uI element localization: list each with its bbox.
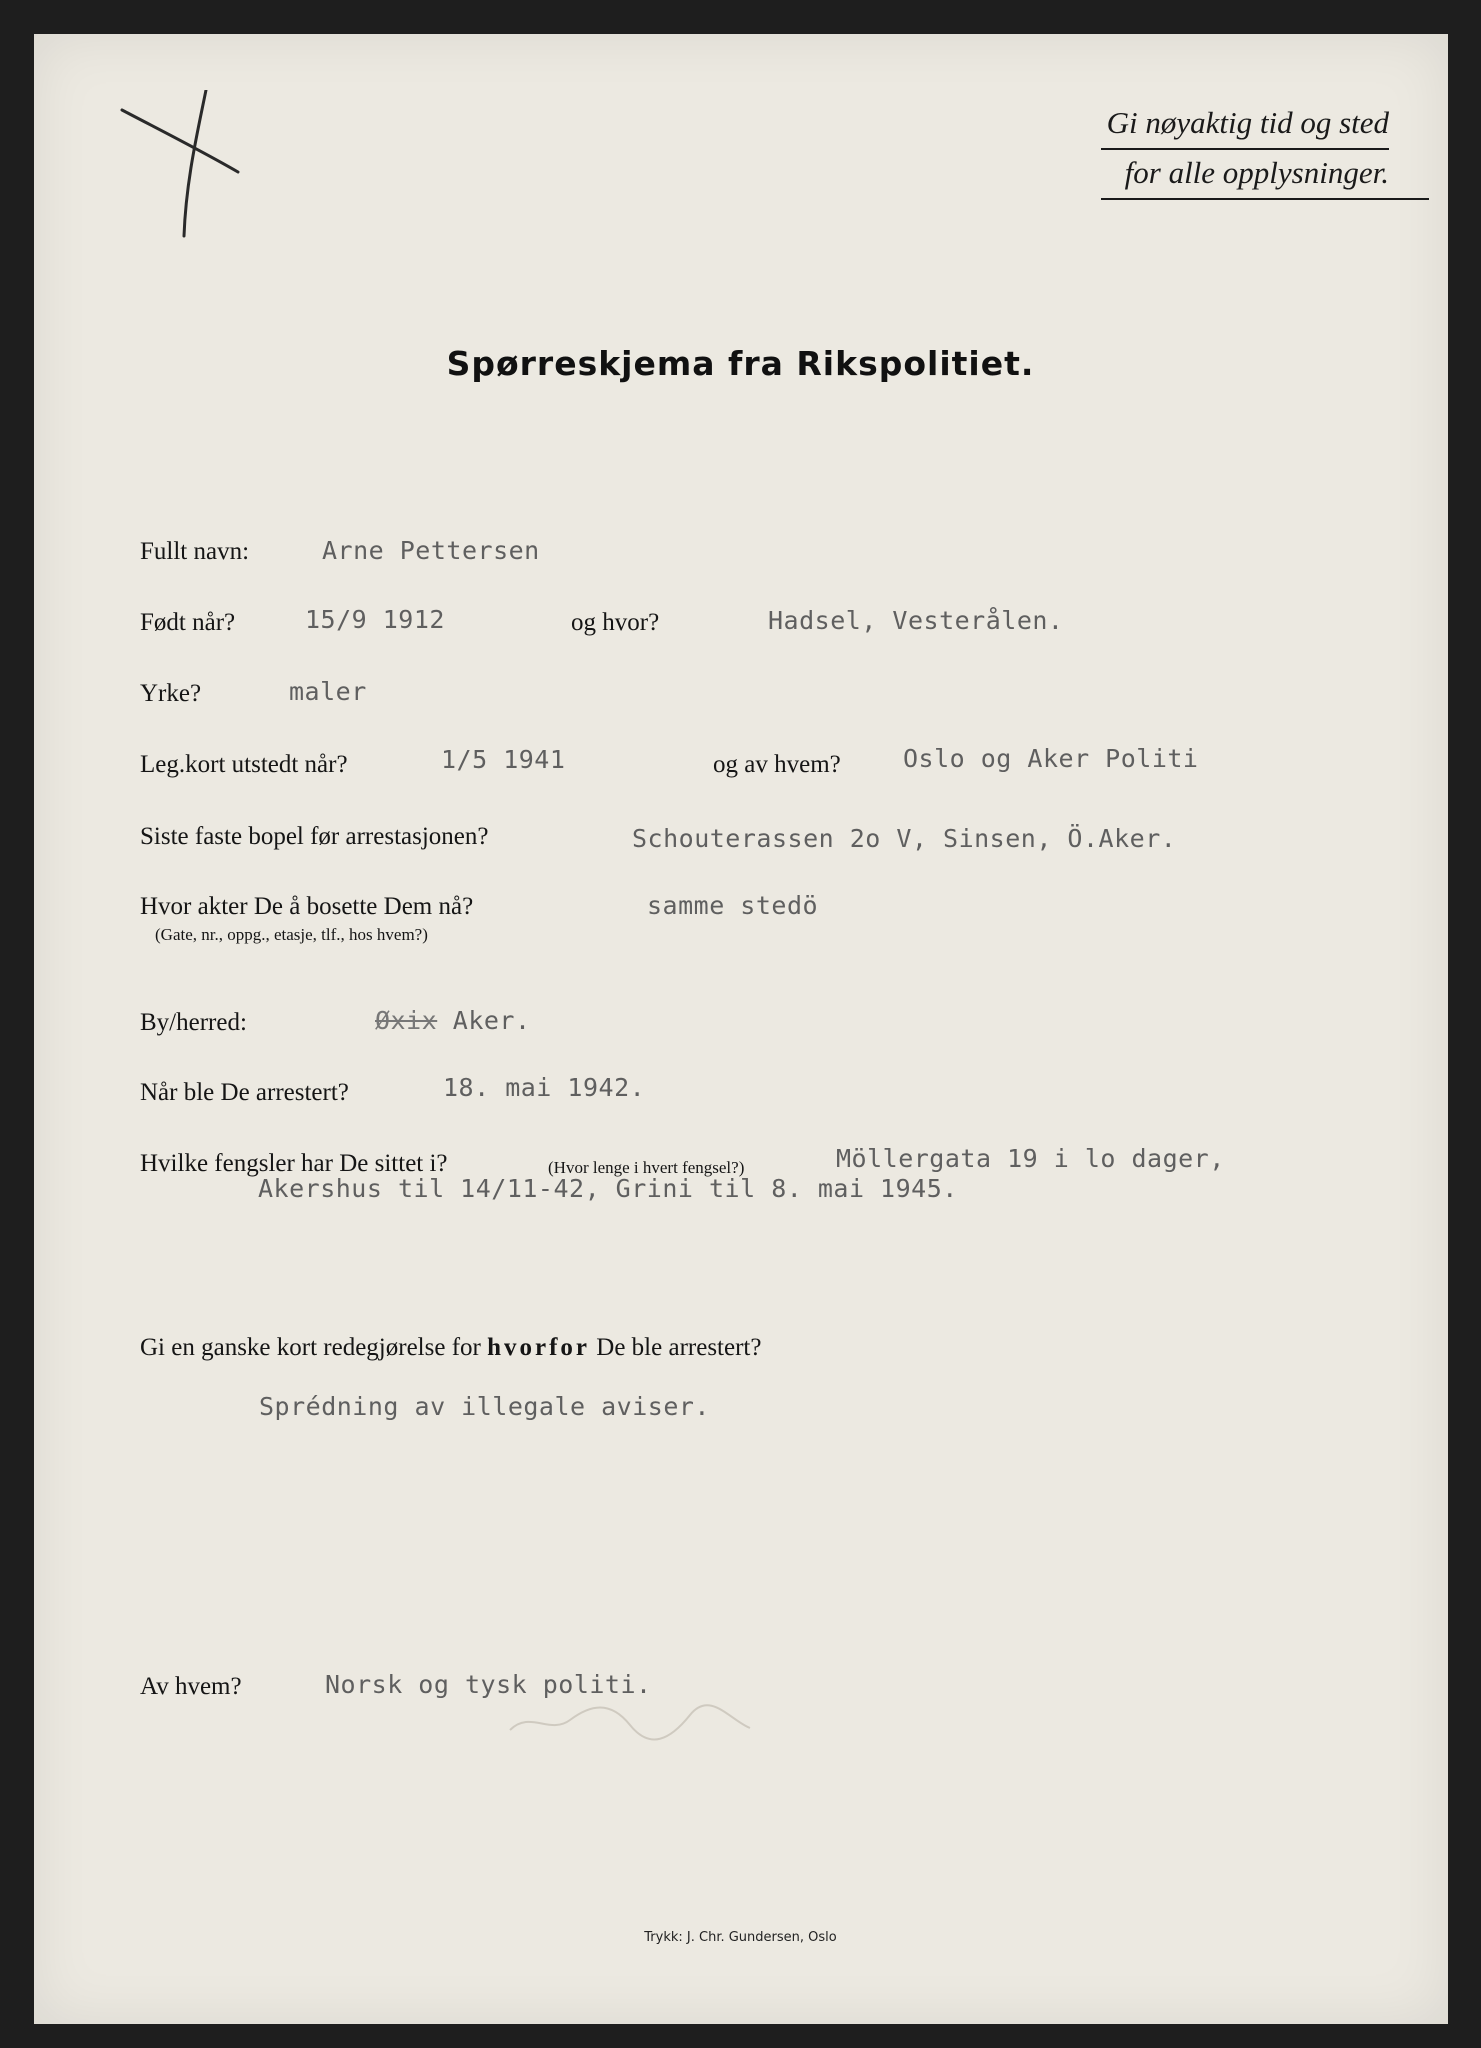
idcard-by-value: Oslo og Aker Politi: [903, 744, 1199, 773]
prisons-value-line-1: Möllergata 19 i lo dager,: [836, 1144, 1225, 1173]
occupation-label: Yrke?: [140, 680, 202, 707]
prisons-label: Hvilke fengsler har De sittet i?: [140, 1150, 448, 1177]
born-where-label: og hvor?: [571, 609, 660, 636]
prisons-value-line-2: Akershus til 14/11-42, Grini til 8. mai 1945.: [258, 1174, 958, 1203]
settle-label: Hvor akter De å bosette Dem nå?: [140, 893, 474, 920]
arrested-when-value: 18. mai 1942.: [443, 1073, 646, 1102]
town-value: Aker.: [452, 1006, 531, 1035]
settle-value: samme stedö: [647, 891, 819, 920]
occupation-value: maler: [289, 677, 367, 706]
idcard-by-label: og av hvem?: [713, 751, 841, 778]
born-when-value: 15/9 1912: [305, 605, 445, 634]
why-label-end: De ble arrestert?: [596, 1334, 762, 1361]
instruction-line-2: for alle opplysninger.: [1101, 150, 1429, 200]
town-struck-text: Øxix: [375, 1006, 438, 1035]
arrested-when-label: Når ble De arrestert?: [140, 1079, 349, 1106]
why-value: Sprédning av illegale aviser.: [259, 1392, 710, 1421]
why-question: [140, 1334, 761, 1362]
last-address-label: Siste faste bopel før arrestasjonen?: [140, 823, 489, 850]
town-value-line: [375, 1006, 531, 1035]
last-address-value: Schouterassen 2o V, Sinsen, Ö.Aker.: [632, 824, 1177, 853]
why-emphasis: hvorfor: [487, 1334, 591, 1361]
town-label: By/herred:: [140, 1009, 247, 1036]
born-when-label: Født når?: [140, 609, 236, 636]
born-where-value: Hadsel, Vesterålen.: [768, 606, 1064, 635]
by-whom-label: Av hvem?: [140, 1673, 242, 1700]
prisons-sublabel: (Hvor lenge i hvert fengsel?): [548, 1158, 745, 1177]
settle-sublabel: (Gate, nr., oppg., etasje, tlf., hos hvem?): [155, 925, 428, 944]
instruction-box: [1101, 100, 1389, 200]
form-title: Spørreskjema fra Rikspolitiet.: [446, 344, 1035, 383]
name-value: Arne Pettersen: [322, 536, 540, 565]
idcard-when-value: 1/5 1941: [441, 745, 566, 774]
idcard-when-label: Leg.kort utstedt når?: [140, 751, 348, 778]
by-whom-value: Norsk og tysk politi.: [325, 1670, 652, 1699]
faint-signature: [500, 1690, 760, 1750]
instruction-line-1: Gi nøyaktig tid og sted: [1101, 100, 1389, 150]
handwritten-x-mark: [120, 90, 250, 240]
why-label: Gi en ganske kort redegjørelse for: [140, 1334, 481, 1361]
printer-footer: Trykk: J. Chr. Gundersen, Oslo: [644, 1930, 837, 1945]
name-label: Fullt navn:: [140, 538, 250, 565]
